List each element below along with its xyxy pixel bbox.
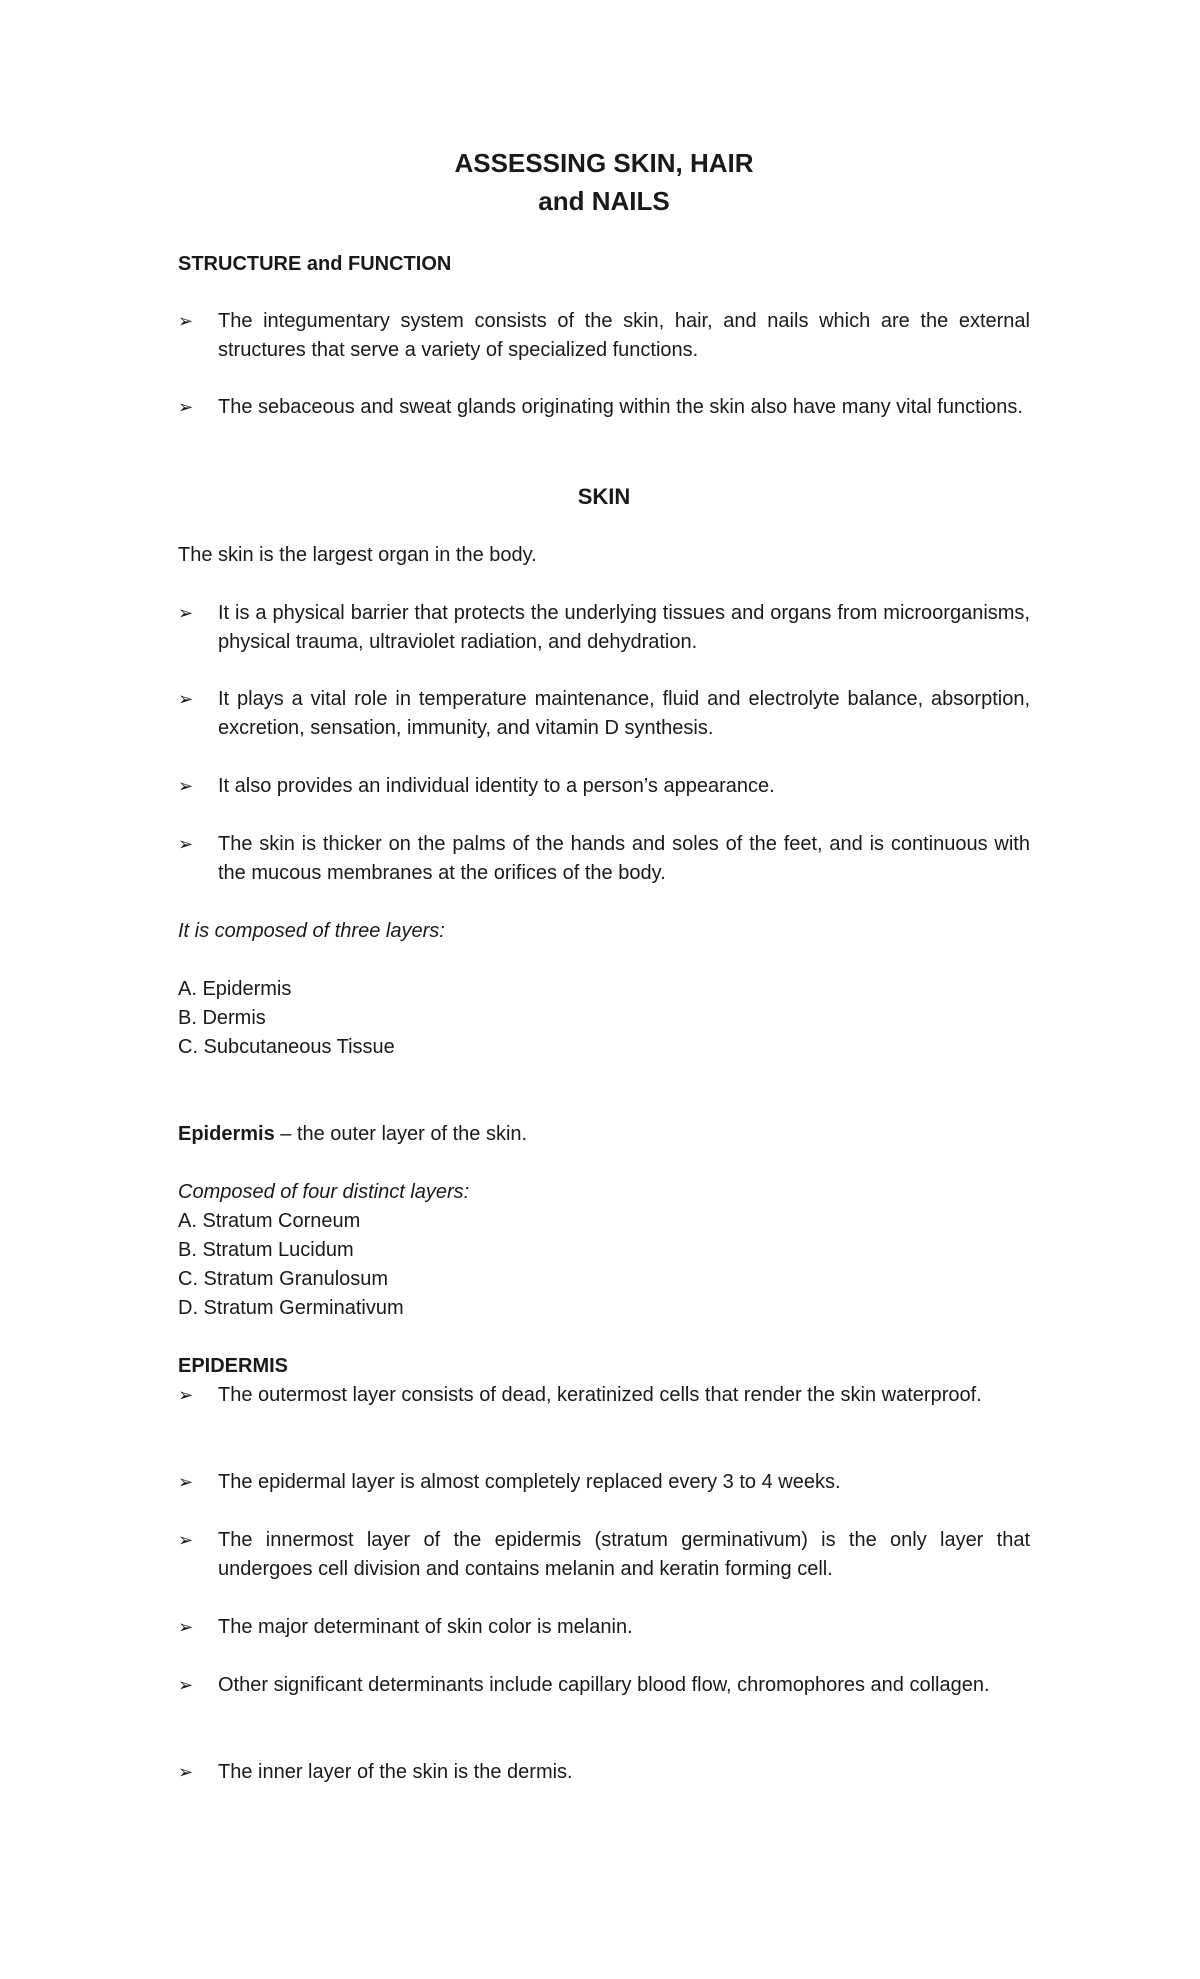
bullet-item <box>178 685 1030 743</box>
epidermis-definition-text: – the outer layer of the skin. <box>274 1123 528 1145</box>
arrow-bullet-icon: ➢ <box>178 397 194 418</box>
bullet-text: The major determinant of skin color is melanin. <box>218 1616 633 1638</box>
bullet-item <box>178 307 1030 365</box>
bullet-text: It is a physical barrier that protects the underlying tissues and organs from microorganisms, physical trauma, ultraviolet radiation, and dehydration. <box>218 602 1030 653</box>
epidermis-layers-list <box>178 1207 1030 1323</box>
title-line-2: and NAILS <box>538 186 670 216</box>
arrow-bullet-icon: ➢ <box>178 603 194 624</box>
arrow-bullet-icon: ➢ <box>178 1530 194 1551</box>
document-title <box>178 144 1030 220</box>
bullet-text: The epidermal layer is almost completely replaced every 3 to 4 weeks. <box>218 1471 841 1493</box>
arrow-bullet-icon: ➢ <box>178 311 194 332</box>
bullet-item <box>178 830 1030 888</box>
bullet-item <box>178 599 1030 657</box>
skin-intro: The skin is the largest organ in the body. <box>178 544 537 566</box>
bullet-text: The innermost layer of the epidermis (stratum germinativum) is the only layer that undergoes cell division and contains melanin and keratin forming cell. <box>218 1529 1030 1580</box>
bullet-item <box>178 1468 1030 1497</box>
bullet-item <box>178 1381 1030 1410</box>
bullet-text: The skin is thicker on the palms of the hands and soles of the feet, and is continuous with the mucous membranes at the orifices of the body. <box>218 833 1030 884</box>
layers-intro: It is composed of three layers: <box>178 920 445 942</box>
epidermis-heading: EPIDERMIS <box>178 1355 289 1377</box>
arrow-bullet-icon: ➢ <box>178 834 194 855</box>
bullet-text: The inner layer of the skin is the dermis. <box>218 1761 573 1783</box>
list-item: A. Epidermis <box>178 978 292 1000</box>
bullet-text: Other significant determinants include capillary blood flow, chromophores and collagen. <box>218 1674 990 1696</box>
list-item: C. Stratum Granulosum <box>178 1268 389 1290</box>
bullet-text: It plays a vital role in temperature maintenance, fluid and electrolyte balance, absorption, excretion, sensation, immunity, and vitamin D synthesis. <box>218 688 1030 739</box>
bullet-item <box>178 772 1030 801</box>
epidermis-layers-intro: Composed of four distinct layers: <box>178 1181 470 1203</box>
bullet-item <box>178 393 1030 422</box>
bullet-item <box>178 1526 1030 1584</box>
bullet-text: The outermost layer consists of dead, keratinized cells that render the skin waterproof. <box>218 1384 982 1406</box>
list-item: B. Dermis <box>178 1007 266 1029</box>
epidermis-definition <box>178 1120 1030 1149</box>
bullet-text: It also provides an individual identity to a person’s appearance. <box>218 775 775 797</box>
structure-heading: STRUCTURE and FUNCTION <box>178 253 452 275</box>
list-item: A. Stratum Corneum <box>178 1210 361 1232</box>
title-line-1: ASSESSING SKIN, HAIR <box>454 148 754 178</box>
arrow-bullet-icon: ➢ <box>178 776 194 797</box>
bullet-text: The sebaceous and sweat glands originating within the skin also have many vital functions. <box>218 396 1023 418</box>
bullet-item <box>178 1613 1030 1642</box>
list-item: C. Subcutaneous Tissue <box>178 1036 395 1058</box>
bullet-text: The integumentary system consists of the skin, hair, and nails which are the external structures that serve a variety of specialized functions. <box>218 310 1030 361</box>
arrow-bullet-icon: ➢ <box>178 1617 194 1638</box>
arrow-bullet-icon: ➢ <box>178 1472 194 1493</box>
arrow-bullet-icon: ➢ <box>178 1675 194 1696</box>
list-item: D. Stratum Germinativum <box>178 1297 404 1319</box>
arrow-bullet-icon: ➢ <box>178 689 194 710</box>
arrow-bullet-icon: ➢ <box>178 1385 194 1406</box>
list-item: B. Stratum Lucidum <box>178 1239 354 1261</box>
section-heading-skin: SKIN <box>577 484 631 509</box>
epidermis-term: Epidermis <box>178 1123 275 1145</box>
arrow-bullet-icon: ➢ <box>178 1762 194 1783</box>
layers-list <box>178 975 1030 1062</box>
bullet-item <box>178 1758 1030 1787</box>
bullet-item <box>178 1671 1030 1700</box>
